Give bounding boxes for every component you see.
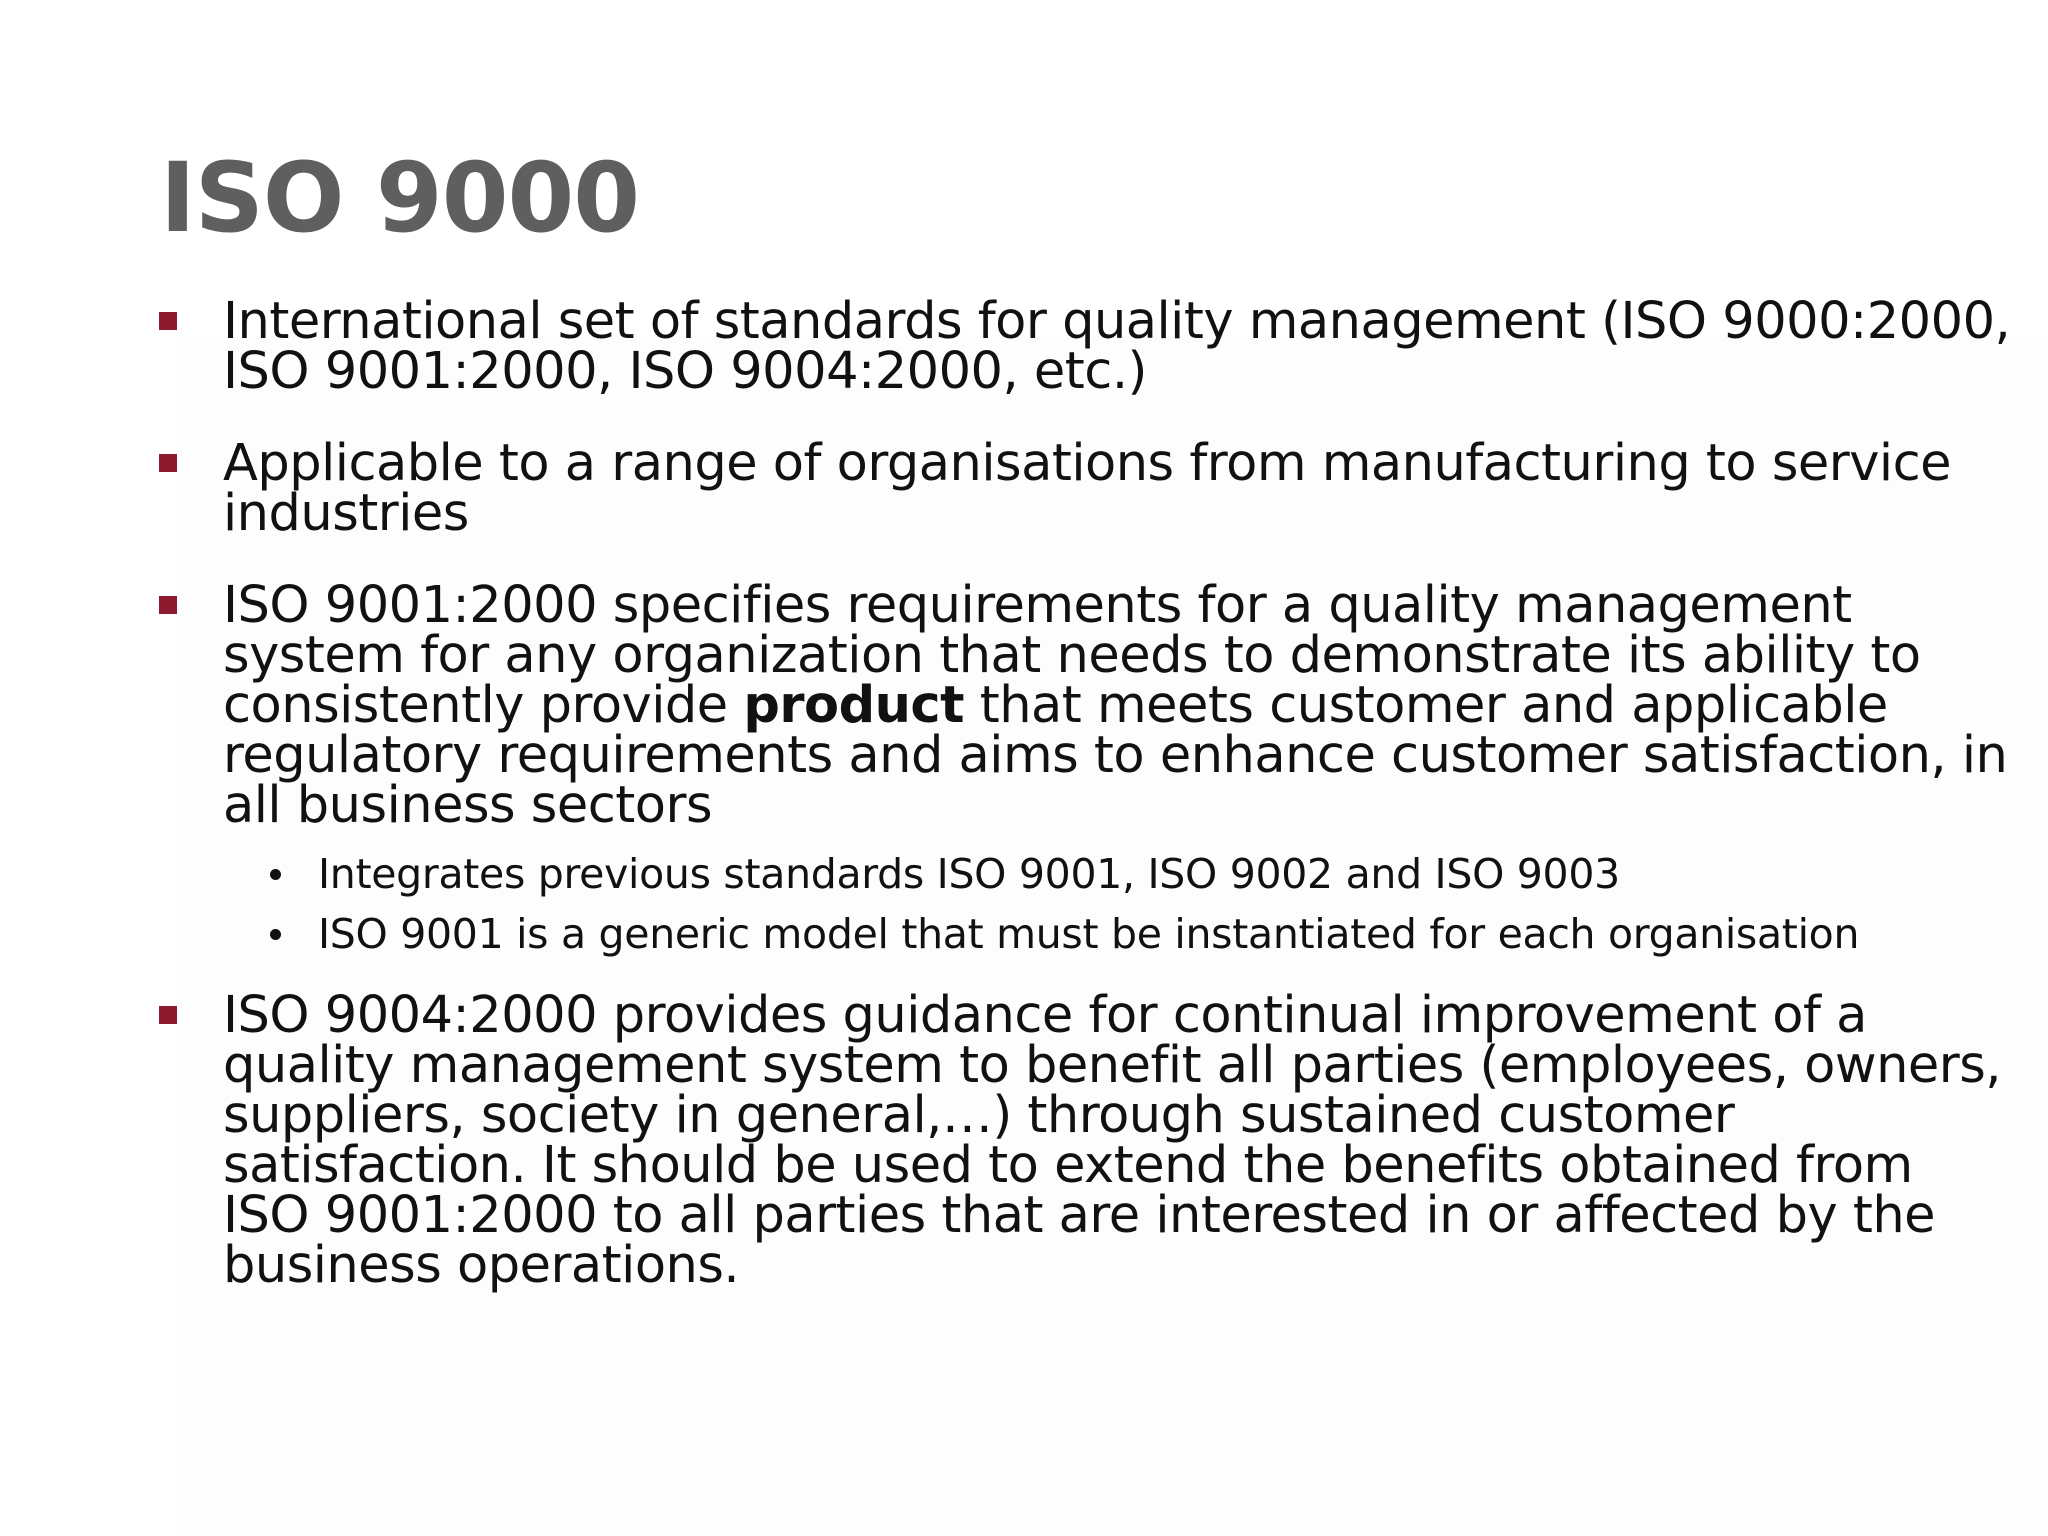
bullet-text-line: quality management system to benefit all parties (employees, owners, [223,1036,2002,1095]
square-bullet-icon [159,1006,177,1024]
sub-bullet-text: ISO 9001 is a generic model that must be instantiated for each organisation [318,910,1860,958]
bullet-text-line: ISO 9004:2000 provides guidance for continual improvement of a [223,986,1867,1045]
square-bullet-icon [159,596,177,614]
bullet-text-line: suppliers, society in general,…) through sustained customer [223,1086,1735,1145]
bullet-list [159,292,2011,1295]
bullet-text-line: all business sectors [223,776,713,835]
bullet-text-fragment: that meets customer and applicable [964,676,1888,735]
bullet-item-iso-9001 [159,576,2008,959]
bullet-text-line: business operations. [223,1236,740,1295]
bullet-text-line: system for any organization that needs to demonstrate its ability to [223,626,1921,685]
sub-bullet-item [270,849,1959,899]
slide-title: ISO 9000 [160,142,640,254]
emphasized-term: product [743,676,964,735]
bullet-text-line [223,676,1959,735]
bullet-text-line: Applicable to a range of organisations from manufacturing to service [223,434,1952,493]
bullet-text-line: ISO 9001:2000 to all parties that are interested in or affected by the [223,1186,1936,1245]
sub-bullet-item [270,909,1959,959]
round-bullet-icon [270,869,281,880]
round-bullet-icon [270,929,281,940]
bullet-text-fragment: consistently provide [223,676,744,735]
square-bullet-icon [159,312,177,330]
bullet-text-line: industries [223,484,469,543]
bullet-item-applicability [159,434,1959,543]
bullet-item-iso-9004 [159,986,2002,1295]
bullet-text-line: regulatory requirements and aims to enhance customer satisfaction, in [223,726,2008,785]
bullet-text-line: International set of standards for quality management (ISO 9000:2000, [223,292,2011,351]
bullet-text-line: ISO 9001:2000, ISO 9004:2000, etc.) [223,342,1147,401]
square-bullet-icon [159,454,177,472]
sub-bullet-text: Integrates previous standards ISO 9001, ISO 9002 and ISO 9003 [318,850,1620,898]
bullet-text-line: satisfaction. It should be used to extend the benefits obtained from [223,1136,1913,1195]
bullet-item-standards [159,292,2011,401]
bullet-text-line: ISO 9001:2000 specifies requirements for a quality management [223,576,1852,635]
sub-bullet-list [223,849,1959,959]
